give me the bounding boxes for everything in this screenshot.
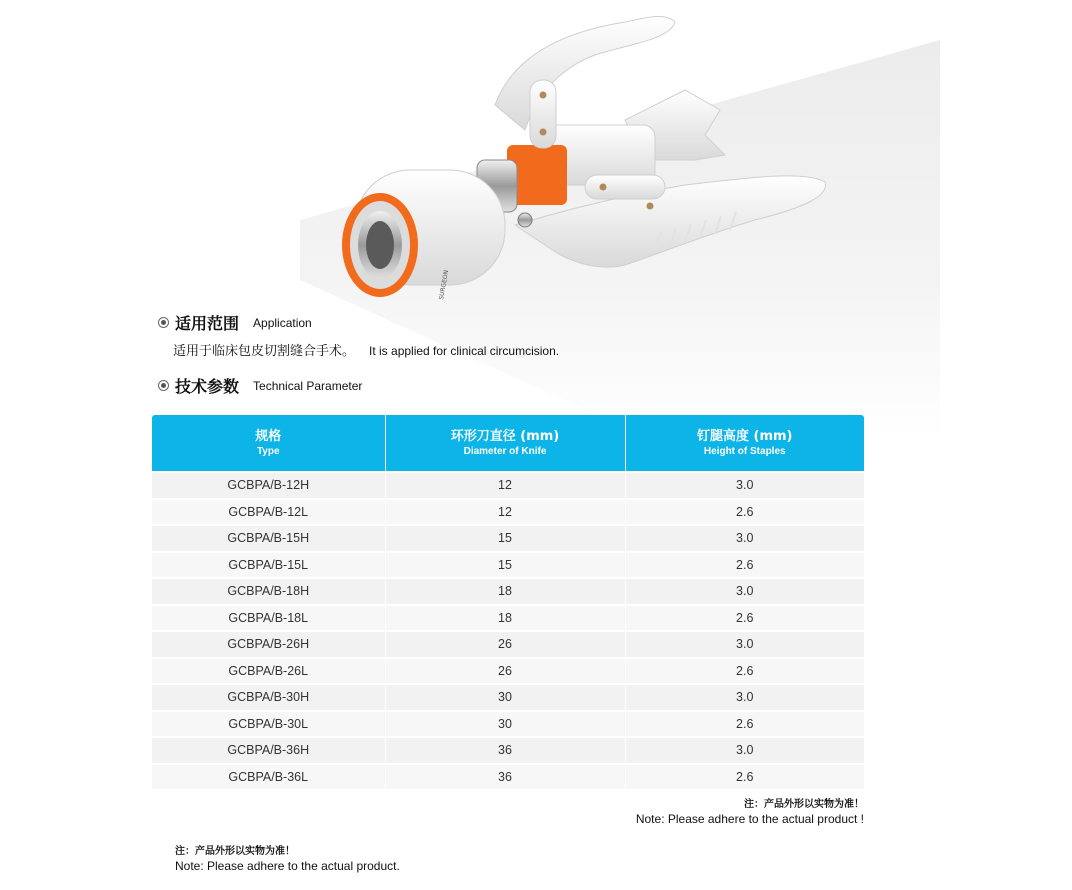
- application-text-cn: 适用于临床包皮切割缝合手术。: [173, 344, 356, 359]
- column-header-cn: 规格: [255, 428, 282, 444]
- table-cell: 15: [385, 552, 625, 579]
- note-left-en: Note: Please adhere to the actual product.: [175, 859, 400, 873]
- bullet-icon: [158, 380, 169, 391]
- table-cell: GCBPA/B-18H: [152, 578, 385, 605]
- parameter-table: [152, 415, 864, 789]
- table-row: [152, 472, 864, 499]
- table-body: [152, 472, 864, 789]
- table-row: [152, 658, 864, 685]
- note-right: [636, 795, 864, 826]
- table-row: [152, 578, 864, 605]
- application-heading-cn: 适用范围: [175, 314, 240, 333]
- table-cell: 2.6: [625, 499, 864, 526]
- column-header-en: Diameter of Knife: [463, 445, 547, 457]
- table-cell: 2.6: [625, 605, 864, 632]
- table-row: [152, 499, 864, 526]
- column-header-cn: 环形刀直径 (mm): [450, 428, 560, 444]
- table-cell: GCBPA/B-36L: [152, 764, 385, 790]
- table-cell: 26: [385, 631, 625, 658]
- table-cell: GCBPA/B-30L: [152, 711, 385, 738]
- table-row: [152, 764, 864, 790]
- table-cell: GCBPA/B-12L: [152, 499, 385, 526]
- column-header-en: Type: [256, 445, 280, 457]
- column-header-cn: 钉腿高度 (mm): [696, 428, 793, 444]
- technical-heading-cn: 技术参数: [175, 377, 240, 396]
- table-cell: 15: [385, 525, 625, 552]
- table-cell: GCBPA/B-15L: [152, 552, 385, 579]
- table-cell: 3.0: [625, 578, 864, 605]
- table-cell: 26: [385, 658, 625, 685]
- table-cell: GCBPA/B-30H: [152, 684, 385, 711]
- table-cell: 12: [385, 472, 625, 499]
- table-row: [152, 605, 864, 632]
- table-cell: 18: [385, 578, 625, 605]
- note-right-cn: 注：产品外形以实物为准！: [744, 799, 864, 810]
- note-left-cn: 注：产品外形以实物为准！: [175, 846, 295, 857]
- table-cell: 30: [385, 711, 625, 738]
- table-cell: 2.6: [625, 658, 864, 685]
- technical-heading: [158, 374, 362, 397]
- table-cell: GCBPA/B-18L: [152, 605, 385, 632]
- table-cell: 3.0: [625, 631, 864, 658]
- table-cell: 18: [385, 605, 625, 632]
- column-header-type: [152, 415, 385, 472]
- table-cell: 2.6: [625, 711, 864, 738]
- column-header-en: Height of Staples: [703, 445, 786, 457]
- technical-heading-en: Technical Parameter: [253, 378, 363, 393]
- table-cell: GCBPA/B-36H: [152, 737, 385, 764]
- bullet-icon: [158, 317, 169, 328]
- table-row: [152, 525, 864, 552]
- table-cell: 2.6: [625, 764, 864, 790]
- table-cell: 36: [385, 764, 625, 790]
- table-row: [152, 711, 864, 738]
- table-row: [152, 552, 864, 579]
- application-text: [173, 340, 559, 359]
- column-header-height: [625, 415, 864, 472]
- column-header-diameter: [385, 415, 625, 472]
- table-cell: GCBPA/B-15H: [152, 525, 385, 552]
- table-cell: 12: [385, 499, 625, 526]
- application-text-en: It is applied for clinical circumcision.: [369, 344, 560, 358]
- application-heading-en: Application: [253, 315, 312, 330]
- note-left: [175, 842, 400, 873]
- circumcision-stapler-image: [325, 10, 845, 310]
- table-row: [152, 684, 864, 711]
- table-cell: 3.0: [625, 684, 864, 711]
- table-cell: 3.0: [625, 737, 864, 764]
- table-row: [152, 737, 864, 764]
- table-cell: GCBPA/B-26H: [152, 631, 385, 658]
- table-cell: 36: [385, 737, 625, 764]
- table-cell: 3.0: [625, 525, 864, 552]
- note-right-en: Note: Please adhere to the actual product !: [635, 812, 864, 826]
- table-header-row: [152, 415, 864, 472]
- table-cell: 2.6: [625, 552, 864, 579]
- table-cell: GCBPA/B-26L: [152, 658, 385, 685]
- svg-text:SURGEON: SURGEON: [438, 269, 451, 301]
- table-cell: GCBPA/B-12H: [152, 472, 385, 499]
- table-cell: 3.0: [625, 472, 864, 499]
- table-cell: 30: [385, 684, 625, 711]
- table-row: [152, 631, 864, 658]
- application-heading: [158, 311, 312, 334]
